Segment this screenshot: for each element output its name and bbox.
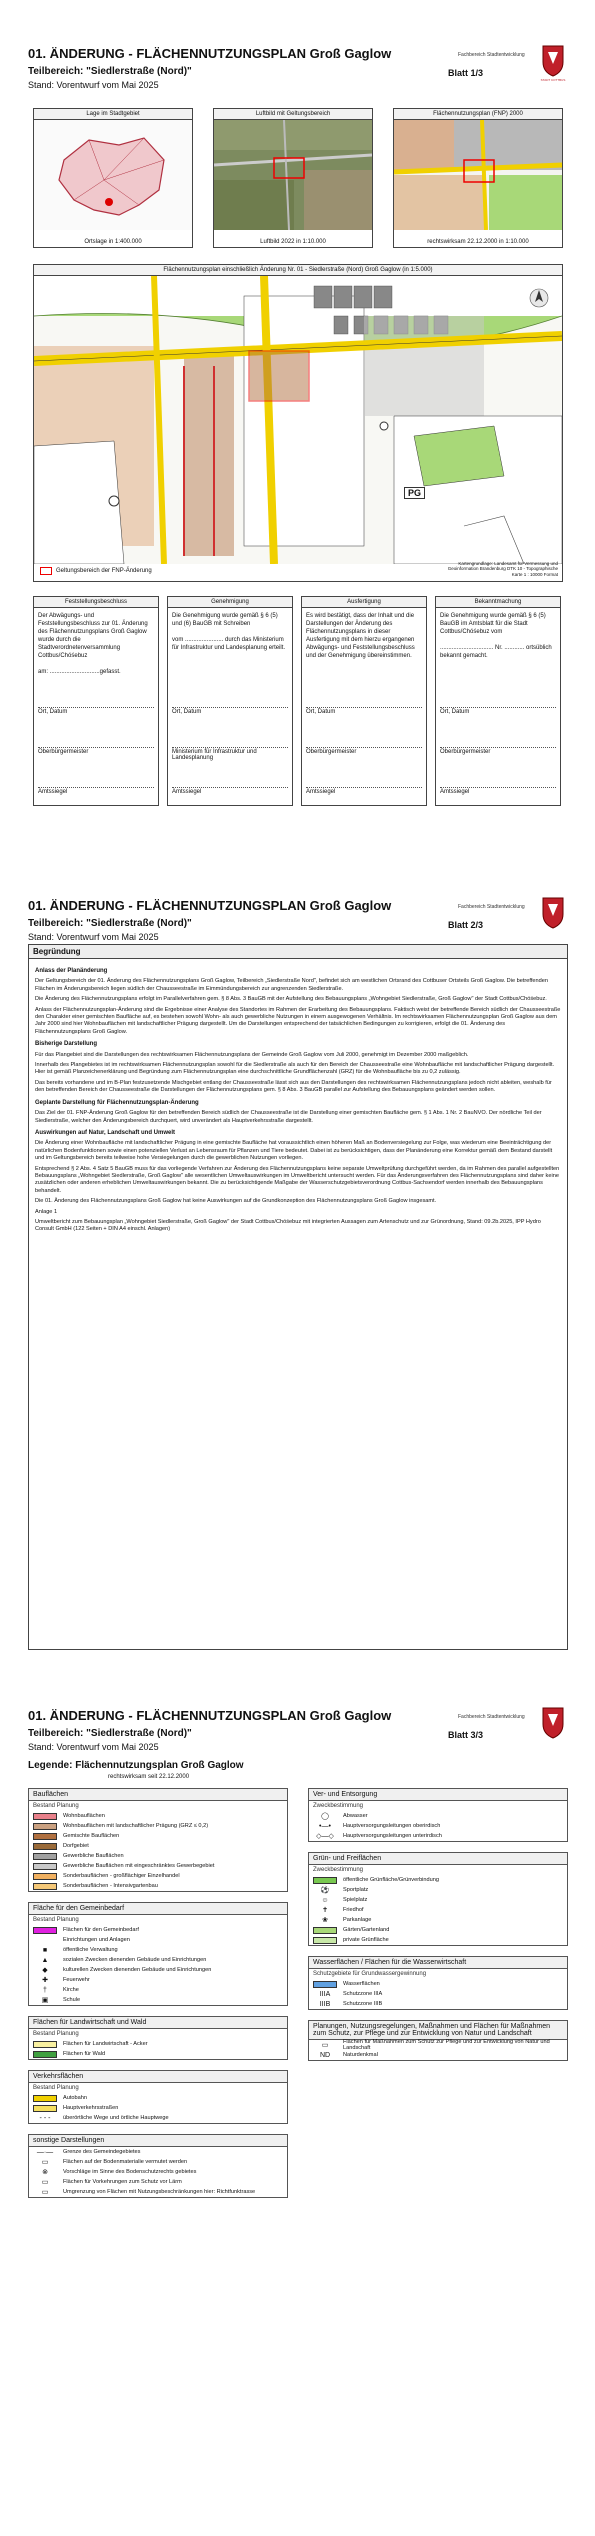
legend-item (309, 1935, 567, 1945)
section-paragraph: Der Geltungsbereich der 01. Änderung des Flächennutzungsplans Groß Gaglow, Teilbereich „Siedlerstraße Nord", befindet sich am westlichen Ortsrand des Cottbuser Ortsteils Groß Gaglow. Die betreffenden Flächen im Änderungsbereich liegen südlich der Chausseestraße im Eimmündungsbereich zur angrenzenden Siedlerstraße. (35, 978, 548, 992)
legend-item-label: Gemischte Bauflächen (63, 1833, 120, 1839)
geltungsbereich-legend-label: Geltungsbereich der FNP-Änderung (56, 568, 152, 574)
legend-item-label: Gewerbliche Bauflächen mit eingeschränktes Gewerbegebiet (63, 1863, 215, 1869)
legend-item-label: Hauptverkehrsstraßen (63, 2105, 119, 2111)
lage-map-caption: Ortslage in 1:400.000 (84, 239, 142, 245)
legend-item-label: Wohnbauflächen (63, 1813, 105, 1819)
legend-section-verkehr (28, 2070, 288, 2124)
legend-item-label: Autobahn (63, 2095, 87, 2101)
legend-item (29, 1955, 287, 1965)
legend-swatch (33, 1927, 57, 1934)
procedure-column-line: am: ..............................gefasst. (38, 669, 121, 675)
legend-section-title: Bauflächen (29, 1789, 287, 1801)
legend-section-gemeinbedarf (28, 1902, 288, 2006)
legend-item (29, 1821, 287, 1831)
section-paragraph: Umweltbericht zum Bebauungsplan „Wohngebiet Siedlerstraße, Groß Gaglow" der Stadt Cottbus/Chóśebuz mit integrierten Aussagen zum Artenschutz und zur Grünordnung, Stand: 09.2b.2025, IPP Hydro Consult GmbH (122 Seiten + DIN A4 einschl. Anlagen) (35, 1218, 541, 1233)
page-title: 01. ÄNDERUNG - FLÄCHENNUTZUNGSPLAN Groß Gaglow (28, 898, 392, 913)
page-2 (28, 898, 568, 1658)
legend-item (29, 2177, 287, 2187)
legend-section-sonstige (28, 2134, 288, 2198)
legend-title: Legende: Flächennutzungsplan Groß Gaglow (28, 1760, 244, 1771)
legend-swatch (33, 1833, 57, 1840)
legend-item (29, 2103, 287, 2113)
legend-section-title: Flächen für Landwirtschaft und Wald (29, 2017, 287, 2029)
page-title: 01. ÄNDERUNG - FLÄCHENNUTZUNGSPLAN Groß Gaglow (28, 1708, 392, 1723)
legend-item (309, 1885, 567, 1895)
legend-symbol-icon: † (43, 1986, 47, 1994)
section-paragraph: Die Änderung des Flächennutzungsplans erfolgt im Parallelverfahren gem. § 8 Abs. 3 BauGB mit der Aufstellung des Bebauungsplans „Wohngebiet Siedlerstraße, Groß Gaglow" der Stadt Cottbus/Chóśebuz. (35, 996, 547, 1003)
legend-item-label: Abwasser (343, 1813, 368, 1819)
begruendung-box (28, 944, 568, 1650)
main-plan (33, 264, 563, 582)
legend-bestand-planung: Zweckbestimmung (313, 1803, 364, 1809)
procedure-column (301, 596, 427, 806)
legend-item-label: Umgrenzung von Flächen mit Nutzungsbeschränkungen hier: Richtfunktrasse (63, 2189, 256, 2195)
legend-item-label: Hauptversorgungsleitungen unterirdisch (343, 1833, 442, 1839)
legend-section-title: Fläche für den Gemeinbedarf (29, 1903, 287, 1915)
legend-section-title: Planungen, Nutzungsregelungen, Maßnahmen und Flächen für Maßnahmen zum Schutz, zur Pflege und zur Entwicklung von Natur und Landschaft (309, 2021, 567, 2040)
stand-label: Stand: Vorentwurf vom Mai 2025 (28, 932, 159, 942)
legend-item (29, 1935, 287, 1945)
legend-symbol-icon: ▭ (41, 2188, 49, 2196)
legend-item-label: Wasserflächen (343, 1981, 380, 1987)
legend-swatch (33, 1883, 57, 1890)
legend-item (29, 1995, 287, 2005)
procedure-column-text: Die Genehmigung wurde gemäß § 6 (5) BauGB im Amtsblatt für die Stadt Cottbus/Chóśebuz vom (440, 613, 546, 635)
legend-item (29, 2113, 287, 2123)
legend-bestand-planung: Bestand Planung (33, 2031, 79, 2037)
legend-item (29, 2049, 287, 2059)
legend-item-label: Flächen für Wald (63, 2051, 106, 2057)
fnp-map-caption: rechtswirksam 22.12.2000 in 1:10.000 (427, 239, 529, 245)
section-paragraph: Anlage 1 (35, 1208, 58, 1215)
legend-item-label: Flächen für Landwirtschaft - Acker (63, 2041, 148, 2047)
procedure-column-title: Feststellungsbeschluss (34, 597, 158, 608)
legend-item-label: Friedhof (343, 1907, 364, 1913)
legend-item-label: Sonderbauflächen - großflächiger Einzelhandel (63, 1873, 180, 1879)
aerial-map-title: Luftbild mit Geltungsbereich (214, 109, 372, 120)
legend-swatch (33, 1873, 57, 1880)
stand-label: Stand: Vorentwurf vom Mai 2025 (28, 1742, 159, 1752)
legend-symbol-icon: ▭ (41, 2158, 49, 2166)
legend-swatch (33, 1813, 57, 1820)
legend-item (29, 1925, 287, 1935)
legend-item (309, 1895, 567, 1905)
legend-section-title: Grün- und Freiflächen (309, 1853, 567, 1865)
legend-item-label: Flächen auf der Bodenmaterialie vermutet werden (63, 2159, 188, 2165)
legend-item (29, 1965, 287, 1975)
legend-item-label: Flächen für Maßnahmen zum Schutz zur Pflege und zur Entwicklung von Natur und Landschaft (343, 2039, 550, 2051)
procedure-column-title: Genehmigung (168, 597, 292, 608)
aerial-map (213, 108, 373, 248)
procedure-column-title: Bekanntmachung (436, 597, 560, 608)
legend-symbol-icon: IIIA (319, 1990, 331, 1998)
legend-item-label: Sportplatz (343, 1887, 369, 1893)
main-plan-map (34, 276, 562, 564)
legend-item (309, 1999, 567, 2009)
section-paragraph: Das bereits vorhandene und im B-Plan festzusetzende Mischgebiet entlang der Chausseestraße lässt sich aus den Darstellungen des rechtswirksamen Flächennutzungsplans jedoch nicht ableiten, weshalb für den betreffenden Bereich der Chausseestraße die Darstellungen der Flächennutzungsplans gem. § 8 Abs. 3 BauGB parallel zur Aufstellung des Bebauungsplans geändert werden sollen. (35, 1079, 552, 1094)
legend-item (309, 1811, 567, 1821)
legend-swatch (33, 2095, 57, 2102)
legend-item (29, 2147, 287, 2157)
legend-item (29, 1975, 287, 1985)
geltungsbereich-symbol-icon (40, 567, 52, 575)
legend-item (29, 1841, 287, 1851)
legend-item-label: Parkanlage (343, 1917, 372, 1923)
legend-swatch (33, 1843, 57, 1850)
legend-item-label: Vorschläge im Sinne des Bodenschutzrechts gebietes (63, 2169, 197, 2175)
sheet-number: Blatt 2/3 (448, 920, 484, 930)
section-paragraph: Für das Plangebiet sind die Darstellungen des rechtswirksamen Flächennutzungsplans der Gemeinde Groß Gaglow vom Juli 2000, genehmigt im Dezember 2000 maßgeblich. (35, 1051, 469, 1058)
section-paragraph: Entsprechend § 2 Abs. 4 Satz 5 BauGB muss für das vorliegende Verfahren zur Änderung des Flächennutzungsplans keine separate Umweltprüfung durchgeführt werden, da im Rahmen des parallel aufgestellten Bebauungsplans „Wohngebiet Siedlerstraße, Groß Gaglow" alle wesentlichen Umweltauswirkungen im Umweltbericht untersucht werden. Für das Änderungsverfahren des Flächennutzungsplans sind daher keine zusätzlichen oder anderen erheblichen Umweltauswirkungen bekannt. Die zu berücksichtigende Maßgabe der Wasserschutzgebietsverordnung Cottbus-Sachsendorf werden innerhalb des Bebauungsplans behandelt. (35, 1165, 560, 1194)
legend-item-label: Grenze des Gemeindegebietes (63, 2149, 141, 2155)
legend-bestand-planung: Bestand Planung (33, 2085, 79, 2091)
city-crest-icon (538, 894, 568, 934)
legend-swatch (33, 1863, 57, 1870)
legend-item-label: Naturdenkmal (343, 2052, 378, 2058)
procedure-column-line: vom ....................... durch das Ministerium für Infrastruktur und Landesplanung erteilt. (172, 637, 286, 651)
legend-item (309, 2040, 567, 2050)
legend-item (29, 2157, 287, 2167)
legend-section-gruen (308, 1852, 568, 1946)
legend-item-label: Flächen für Vorkehrungen zum Schutz vor Lärm (63, 2179, 182, 2185)
signature-signer: Oberbürgermeister (38, 747, 154, 755)
city-crest-icon (538, 42, 568, 82)
section-paragraph: Die Änderung einer Wohnbaufläche mit landschaftlicher Prägung in eine gemischte Baufläche hat voraussichtlich einen höheren Maß an Bodenversiegelung zur Folge, was wiederum eine Beeinträchtigung der natürlichen Bodenfunktionen sowie einen potenziellen Verlust an Lebensraum für Pflanzen und Tiere bedeutet. Dabei ist zu berücksichtigen, dass der Planänderung eine Korrektur gemäß dem Bestand darstellt und im Geltungsbereich bereits teilweise hohe Versiegelungen durch die gewerblichen Nutzungen vorliegen. (35, 1140, 553, 1162)
legend-item-label: Kirche (63, 1987, 79, 1993)
sheet-number: Blatt 1/3 (448, 68, 484, 78)
legend-item-label: kulturellen Zwecken dienenden Gebäude und Einrichtungen (63, 1967, 212, 1973)
section-paragraph: Das Ziel der 01. FNP-Änderung Groß Gaglow für den betreffenden Bereich südlich der Chausseestraße ist die Darstellung einer gemischten Baufläche gem. § 1 Abs. 1 Nr. 2 BauNVO. Der nördliche Teil der Siedlerstraße, welcher den Änderungsbereich durchquert, wird unverändert als Hauptverkehrsstraße dargestellt. (35, 1110, 542, 1124)
legend-symbol-icon: ☺ (321, 1896, 329, 1904)
legend-symbol-icon: ▭ (41, 2178, 49, 2186)
signature-seal: Amtssiegel (38, 787, 154, 795)
legend-item-label: Dorfgebiet (63, 1843, 89, 1849)
legend-item-label: Schutzzone IIIA (343, 1991, 383, 1997)
page-3 (28, 1708, 568, 2528)
city-crest-icon (538, 1704, 568, 1744)
pg-label: PG (404, 487, 425, 499)
legend-section-versorgung (308, 1788, 568, 1842)
legend-item (29, 2093, 287, 2103)
procedure-column-title: Ausfertigung (302, 597, 426, 608)
legend-symbol-icon: ▭ (321, 2041, 329, 2049)
sheet-number: Blatt 3/3 (448, 1730, 484, 1740)
legend-item-label: Gärten/Gartenland (343, 1927, 390, 1933)
legend-symbol-icon: ◯ (321, 1812, 329, 1820)
signature-place-date: Ort, Datum (38, 707, 154, 715)
fnp-2000-map (394, 120, 562, 230)
legend-section-title: Ver- und Entsorgung (309, 1789, 567, 1801)
legend-item (29, 2039, 287, 2049)
legend-item-label: Schutzzone IIIB (343, 2001, 383, 2007)
department-label: Fachbereich Stadtentwicklung (458, 1714, 525, 1720)
legend-item (309, 1989, 567, 1999)
legend-item (29, 1831, 287, 1841)
legend-item-label: Schule (63, 1997, 81, 2003)
teilbereich-label: Teilbereich: "Siedlerstraße (Nord)" (28, 1728, 192, 1739)
legend-item (29, 1881, 287, 1891)
legend-bestand-planung: Bestand Planung (33, 1803, 79, 1809)
legend-swatch (313, 1937, 337, 1944)
legend-swatch (313, 1981, 337, 1988)
legend-symbol-icon: —·— (36, 2148, 54, 2156)
legend-item (29, 1945, 287, 1955)
legend-symbol-icon: ■ (42, 1946, 48, 1954)
section-heading: Geplante Darstellung für Flächennutzungsplan-Änderung (35, 1099, 199, 1106)
teilbereich-label: Teilbereich: "Siedlerstraße (Nord)" (28, 918, 192, 929)
legend-item (309, 1979, 567, 1989)
signature-seal: Amtssiegel (172, 787, 288, 795)
legend-symbol-icon: - - - (39, 2114, 51, 2122)
legend-item (29, 1861, 287, 1871)
legend-item-label: überörtliche Wege und örtliche Hauptwege (63, 2115, 169, 2121)
aerial-map-caption: Luftbild 2022 in 1:10.000 (260, 239, 326, 245)
signature-place-date: Ort, Datum (306, 707, 422, 715)
department-label: Fachbereich Stadtentwicklung (458, 904, 525, 910)
legend-swatch (33, 2105, 57, 2112)
legend-section-title: sonstige Darstellungen (29, 2135, 287, 2147)
legend-symbol-icon: ⊗ (42, 2168, 48, 2176)
section-heading: Auswirkungen auf Natur, Landschaft und Umwelt (35, 1129, 176, 1136)
city-outline-map (34, 120, 192, 230)
legend-item-label: Hauptversorgungsleitungen oberirdisch (343, 1823, 441, 1829)
legend-item (29, 2167, 287, 2177)
legend-swatch (33, 2051, 57, 2058)
page-title: 01. ÄNDERUNG - FLÄCHENNUTZUNGSPLAN Groß Gaglow (28, 46, 392, 61)
legend-symbol-icon: IIIB (319, 2000, 331, 2008)
legend-item-label: Wohnbauflächen mit landschaftlicher Prägung (GRZ ≤ 0,2) (63, 1823, 209, 1829)
section-heading: Bisherige Darstellung (35, 1041, 98, 1048)
legend-item (29, 1811, 287, 1821)
legend-item (309, 1875, 567, 1885)
legend-symbol-icon: ◇—◇ (316, 1832, 334, 1840)
fnp-map-title: Flächennutzungsplan (FNP) 2000 (394, 109, 562, 120)
fnp-map (393, 108, 563, 248)
legend-symbol-icon: ✚ (42, 1976, 48, 1984)
legend-item (29, 1985, 287, 1995)
legend-item-label: Feuerwehr (63, 1977, 90, 1983)
legend-item-label: Flächen für den Gemeinbedarf (63, 1927, 139, 1933)
legend-date: rechtswirksam seit 22.12.2000 (108, 1774, 190, 1780)
legend-symbol-icon: •—• (319, 1822, 331, 1830)
legend-item-label: sozialen Zwecken dienenden Gebäude und Einrichtungen (63, 1957, 207, 1963)
legend-item-label: private Grünfläche (343, 1937, 389, 1943)
legend-item-label: Einrichtungen und Anlagen (63, 1937, 130, 1943)
legend-symbol-icon: ND (319, 2051, 331, 2059)
signature-seal: Amtssiegel (306, 787, 422, 795)
begruendung-heading: Begründung (29, 945, 567, 959)
legend-swatch (33, 1853, 57, 1860)
legend-section-bauflaechen (28, 1788, 288, 1892)
legend-item (309, 1905, 567, 1915)
svg-text:STADT COTTBUS: STADT COTTBUS (540, 78, 566, 82)
procedure-column-text: Der Abwägungs- und Feststellungsbeschluss zur 01. Änderung des Flächennutzungsplans Groß Gaglow wurde durch die Stadtverordnetenversammlung Cottbus/Chóśebuz (38, 613, 148, 659)
page-1 (28, 46, 568, 826)
legend-item (309, 1831, 567, 1841)
signature-signer: Oberbürgermeister (440, 747, 556, 755)
legend-item-label: öffentliche Verwaltung (63, 1947, 118, 1953)
legend-item (309, 1821, 567, 1831)
legend-section-wasser (308, 1956, 568, 2010)
legend-section-landwirtschaft (28, 2016, 288, 2060)
legend-section-natur (308, 2020, 568, 2061)
legend-symbol-icon: ◆ (42, 1966, 48, 1974)
stand-label: Stand: Vorentwurf vom Mai 2025 (28, 80, 159, 90)
legend-symbol-icon: ✝ (322, 1906, 328, 1914)
signature-place-date: Ort, Datum (440, 707, 556, 715)
legend-item (309, 1925, 567, 1935)
procedure-column (167, 596, 293, 806)
legend-symbol-icon: ⚽ (320, 1886, 330, 1894)
department-label: Fachbereich Stadtentwicklung (458, 52, 525, 58)
legend-item-label: Sonderbauflächen - Intensivgartenbau (63, 1883, 158, 1889)
lage-map-title: Lage im Stadtgebiet (34, 109, 192, 120)
signature-signer: Oberbürgermeister (306, 747, 422, 755)
legend-item (309, 1915, 567, 1925)
legend-section-title: Verkehrsflächen (29, 2071, 287, 2083)
legend-item (29, 1871, 287, 1881)
procedure-column-line: ................................ Nr. ............ ortsüblich bekannt gemacht. (440, 645, 552, 659)
aerial-photo (214, 120, 372, 230)
begruendung-body (29, 959, 567, 1238)
section-paragraph: Innerhalb des Plangebietes ist im rechtswirksamen Flächennutzungsplan sowohl für die Siedlerstraße als auch für den Bereich der Chausseestraße eine Wohnbaufläche mit landschaftlicher Prägung dargestellt. Hier ist gemäß Planzeichenerklärung und Begründung zum Flächennutzungsplan eine durchschnittliche Grundflächenzahl (GRZ) für die Wohnbaufläche bis zu 0,2 zulässig. (35, 1062, 555, 1076)
procedure-column-line (302, 664, 426, 672)
legend-item (309, 2050, 567, 2060)
teilbereich-label: Teilbereich: "Siedlerstraße (Nord)" (28, 66, 192, 77)
procedure-column (33, 596, 159, 806)
legend-item-label: öffentliche Grünfläche/Grünverbindung (343, 1877, 439, 1883)
legend-bestand-planung: Zweckbestimmung (313, 1867, 364, 1873)
main-plan-title: Flächennutzungsplan einschließlich Änderung Nr. 01 - Siedlerstraße (Nord) Groß Gaglow (in 1:5.000) (34, 265, 562, 276)
legend-section-title: Wasserflächen / Flächen für die Wasserwirtschaft (309, 1957, 567, 1969)
legend-symbol-icon: ▣ (41, 1996, 49, 2004)
legend-item (29, 2187, 287, 2197)
legend-item-label: Spielplatz (343, 1897, 368, 1903)
section-paragraph: Die 01. Änderung des Flächennutzungsplans Groß Gaglow hat keine Auswirkungen auf die Grundkonzeption des Flächennutzungsplans Groß Gaglow insgesamt. (35, 1198, 437, 1205)
geltungsbereich-legend (40, 567, 152, 575)
section-heading: Anlass der Planänderung (35, 968, 108, 974)
legend-item (29, 1851, 287, 1861)
signature-seal: Amtssiegel (440, 787, 556, 795)
legend-symbol-icon: ▲ (41, 1956, 49, 1964)
procedure-column-text: Die Genehmigung wurde gemäß § 6 (5) und (6) BauGB mit Schreiben (172, 613, 278, 627)
legend-swatch (33, 1823, 57, 1830)
legend-swatch (313, 1877, 337, 1884)
procedure-column (435, 596, 561, 806)
legend-swatch (33, 2041, 57, 2048)
legend-bestand-planung: Bestand Planung (33, 1917, 79, 1923)
signature-signer: Ministerium für Infrastruktur und Landesplanung (172, 747, 288, 761)
legend-section-sub: Schutzgebiete für Grundwassergewinnung (313, 1971, 427, 1977)
procedure-column-text: Es wird bestätigt, dass der Inhalt und die Darstellungen der Änderung des Flächennutzungsplans in dieser Ausfertigung mit dem hierzu ergangenen Abwägungs- und Feststellungsbeschluss und der Genehmigung übereinstimmen. (306, 613, 415, 659)
section-paragraph: Anlass der Flächennutzungsplan-Änderung sind die Ergebnisse einer Analyse des Standortes im Rahmen der Erarbeitung des Bebauungsplans. Faktisch weist der betreffende Bereich südlich der Chausseestraße den Charakter einer gemischten Baufläche auf, es bestehen sowohl Wohn- als auch gewerbliche Nutzungen in einem ausgewogenen Verhältnis. Im rechtswirksamen Flächennutzungsplan Groß Gaglow aus dem Jahr 2000 sind hier Wohnbauflächen mit landschaftlicher Prägung dargestellt. Um die Darstellungen entsprechend der tatsächlichen Bedingungen zu korrigieren, erfolgt die 01. Änderung des Flächennutzungsplans Groß Gaglow. (35, 1006, 561, 1035)
legend-symbol-icon (33, 1937, 57, 1944)
legend-symbol-icon: ❀ (322, 1916, 328, 1924)
kartengrundlage-note: Kartengrundlage: Landesamt für Vermessung und Geoinformation Brandenburg DTK 10 - Topographische Karte 1 : 10000 Format (447, 560, 558, 577)
legend-item-label: Gewerbliche Bauflächen (63, 1853, 124, 1859)
signature-place-date: Ort, Datum (172, 707, 288, 715)
legend-swatch (313, 1927, 337, 1934)
lage-map (33, 108, 193, 248)
